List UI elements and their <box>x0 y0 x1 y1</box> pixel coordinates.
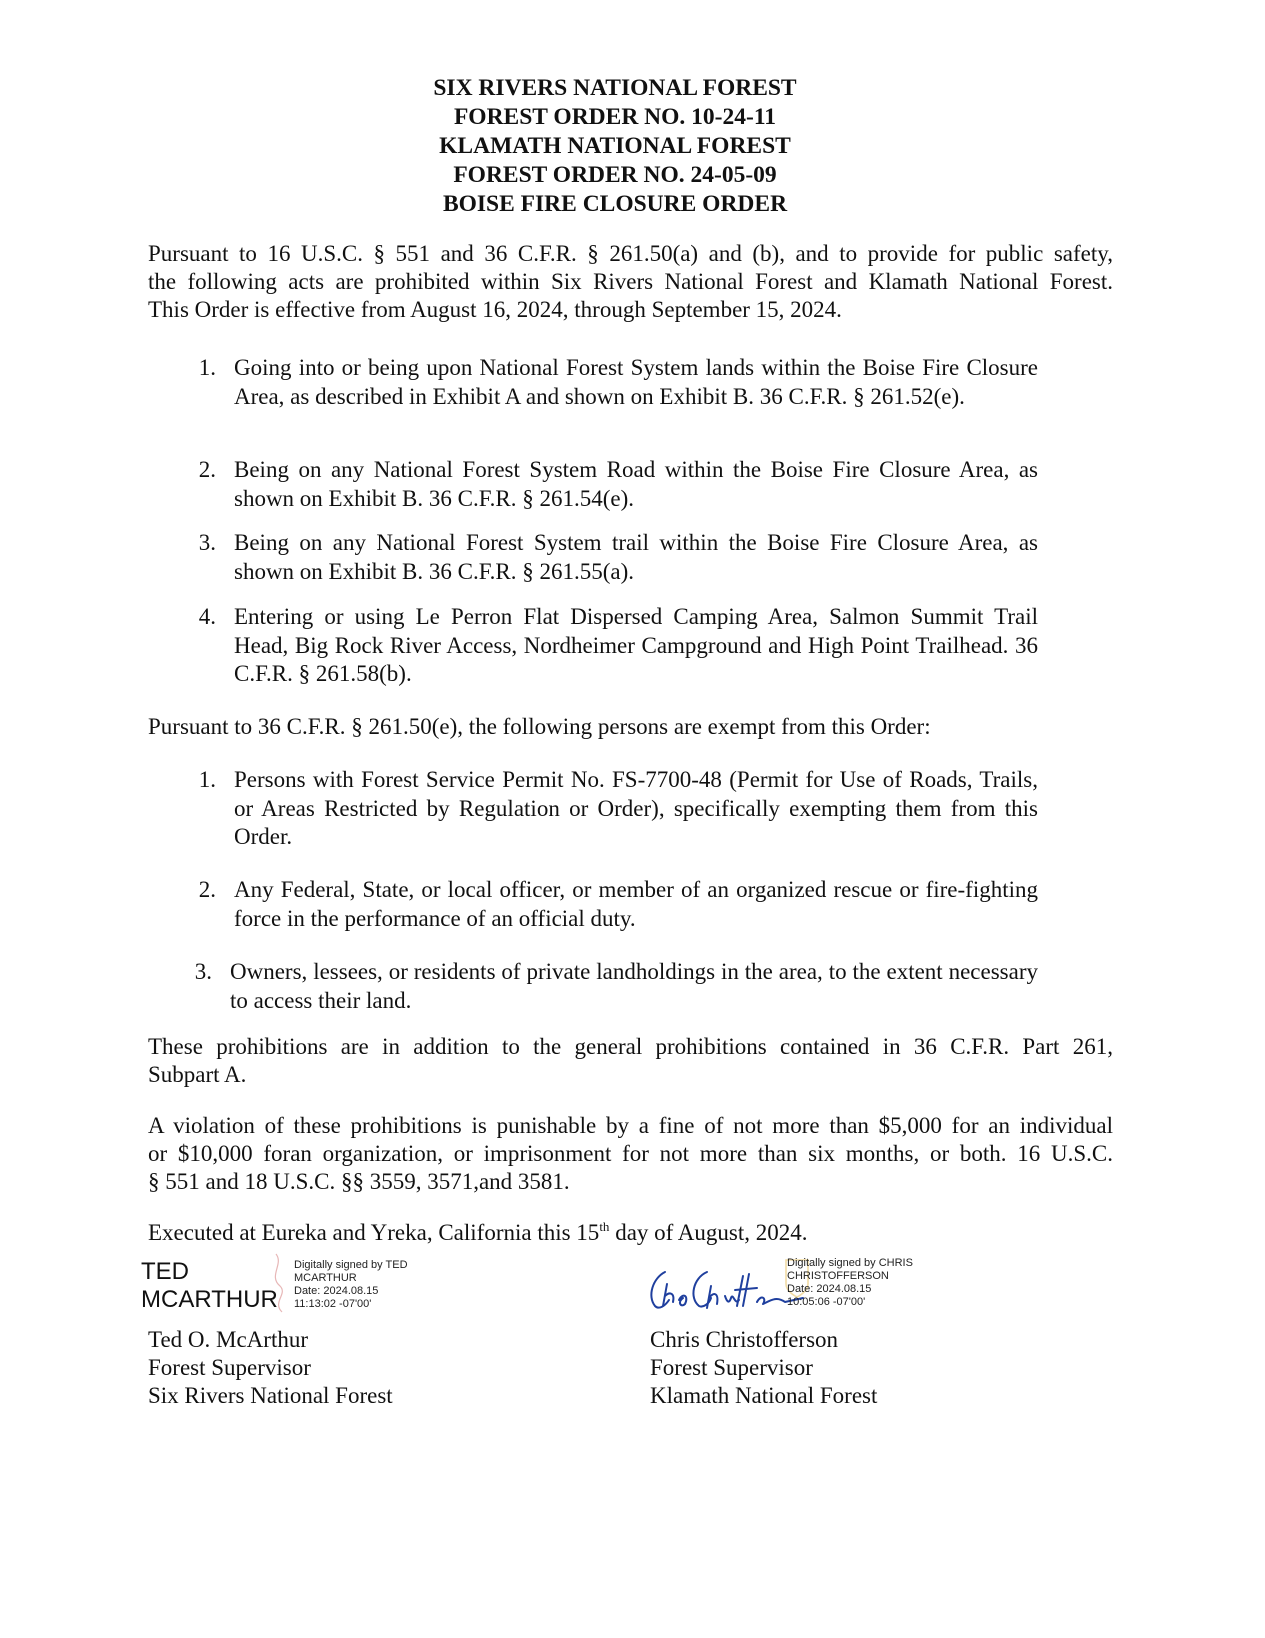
intro-line-3: This Order is effective from August 16, 2024, through September 15, 2024. <box>148 297 842 322</box>
header-order-title: BOISE FIRE CLOSURE ORDER <box>442 191 788 217</box>
right-signature-meta-4: 10:05:06 -07'00' <box>787 1296 866 1308</box>
right-signature-meta-1: Digitally signed by CHRIS <box>787 1257 913 1269</box>
prohibition-text: Entering or using Le Perron Flat Dispersed Camping Area, Salmon Summit Trail Head, Big Rock River Access, Nordheimer Campground and High Point Trailhead. 36 C.F.R. § 261.58(b). <box>234 604 1038 686</box>
right-signer-title: Forest Supervisor <box>650 1355 813 1380</box>
intro-line-2: the following acts are prohibited within Six Rivers National Forest and Klamath National Forest. <box>148 269 1113 294</box>
exempt-intro: Pursuant to 36 C.F.R. § 261.50(e), the following persons are exempt from this Order: <box>148 714 931 739</box>
penalty-line-1: A violation of these prohibitions is punishable by a fine of not more than $5,000 for an individual <box>148 1113 1113 1138</box>
exemption-text: Persons with Forest Service Permit No. FS-7700-48 (Permit for Use of Roads, Trails, or Areas Restricted by Regulation or Order), specifically exempting them from this Order. <box>234 767 1038 849</box>
header-order-2: FOREST ORDER NO. 24-05-09 <box>453 162 777 188</box>
executed-ordinal-suffix: th <box>599 1219 610 1234</box>
penalty-line-3: § 551 and 18 U.S.C. §§ 3559, 3571,and 3581. <box>148 1169 570 1194</box>
left-signature-meta-2: MCARTHUR <box>294 1272 357 1284</box>
left-signature-meta-3: Date: 2024.08.15 <box>294 1285 379 1297</box>
left-signer-title: Forest Supervisor <box>148 1355 311 1380</box>
prohibition-text: Being on any National Forest System Road within the Boise Fire Closure Area, as shown on Exhibit B. 36 C.F.R. § 261.54(e). <box>234 457 1038 511</box>
exemption-number: 2. <box>198 877 216 902</box>
left-signature-name-line-1: TED <box>141 1258 189 1285</box>
header-order-1: FOREST ORDER NO. 10-24-11 <box>453 104 777 130</box>
right-signature-meta-2: CHRISTOFFERSON <box>787 1270 889 1282</box>
prohibition-number: 4. <box>198 604 216 629</box>
left-signature-meta-1: Digitally signed by TED <box>294 1259 408 1271</box>
prohibition-text: Going into or being upon National Forest System lands within the Boise Fire Closure Area, as described in Exhibit A and shown on Exhibit B. 36 C.F.R. § 261.52(e). <box>234 355 1038 409</box>
additional-line-1: These prohibitions are in addition to the general prohibitions contained in 36 C.F.R. Part 261, <box>148 1034 1113 1059</box>
additional-line-2: Subpart A. <box>148 1062 247 1087</box>
penalty-line-2: or $10,000 foran organization, or imprisonment for not more than six months, or both. 16 U.S.C. <box>148 1141 1113 1166</box>
header-forest-1: SIX RIVERS NATIONAL FOREST <box>433 75 797 101</box>
right-signature-meta-3: Date: 2024.08.15 <box>787 1283 872 1295</box>
right-handwritten-signature-icon <box>645 1262 805 1314</box>
executed-text-before: Executed at Eureka and Yreka, California this 15 <box>148 1220 600 1245</box>
right-signer-unit: Klamath National Forest <box>650 1383 878 1408</box>
exemption-number: 1. <box>198 767 216 792</box>
header-forest-2: KLAMATH NATIONAL FOREST <box>439 133 791 159</box>
executed-text-after: day of August, 2024. <box>609 1220 808 1245</box>
prohibition-number: 3. <box>198 530 216 555</box>
left-signature-mark-icon <box>262 1248 296 1318</box>
prohibition-number: 1. <box>198 355 216 380</box>
left-signature-name-line-2: MCARTHUR <box>141 1286 278 1313</box>
left-signer-name: Ted O. McArthur <box>148 1327 308 1352</box>
exemption-text: Any Federal, State, or local officer, or member of an organized rescue or fire-fighting force in the performance of an official duty. <box>234 877 1038 931</box>
left-signer-unit: Six Rivers National Forest <box>148 1383 393 1408</box>
right-signer-name: Chris Christofferson <box>650 1327 839 1352</box>
intro-line-1: Pursuant to 16 U.S.C. § 551 and 36 C.F.R. § 261.50(a) and (b), and to provide for public safety, <box>148 241 1113 266</box>
executed-line <box>148 1219 1113 1248</box>
prohibition-number: 2. <box>198 457 216 482</box>
exemption-text: Owners, lessees, or residents of private landholdings in the area, to the extent necessary to access their land. <box>230 959 1038 1013</box>
exemption-number: 3. <box>194 959 212 984</box>
left-signature-meta-4: 11:13:02 -07'00' <box>294 1298 372 1310</box>
prohibition-text: Being on any National Forest System trail within the Boise Fire Closure Area, as shown on Exhibit B. 36 C.F.R. § 261.55(a). <box>234 530 1038 584</box>
